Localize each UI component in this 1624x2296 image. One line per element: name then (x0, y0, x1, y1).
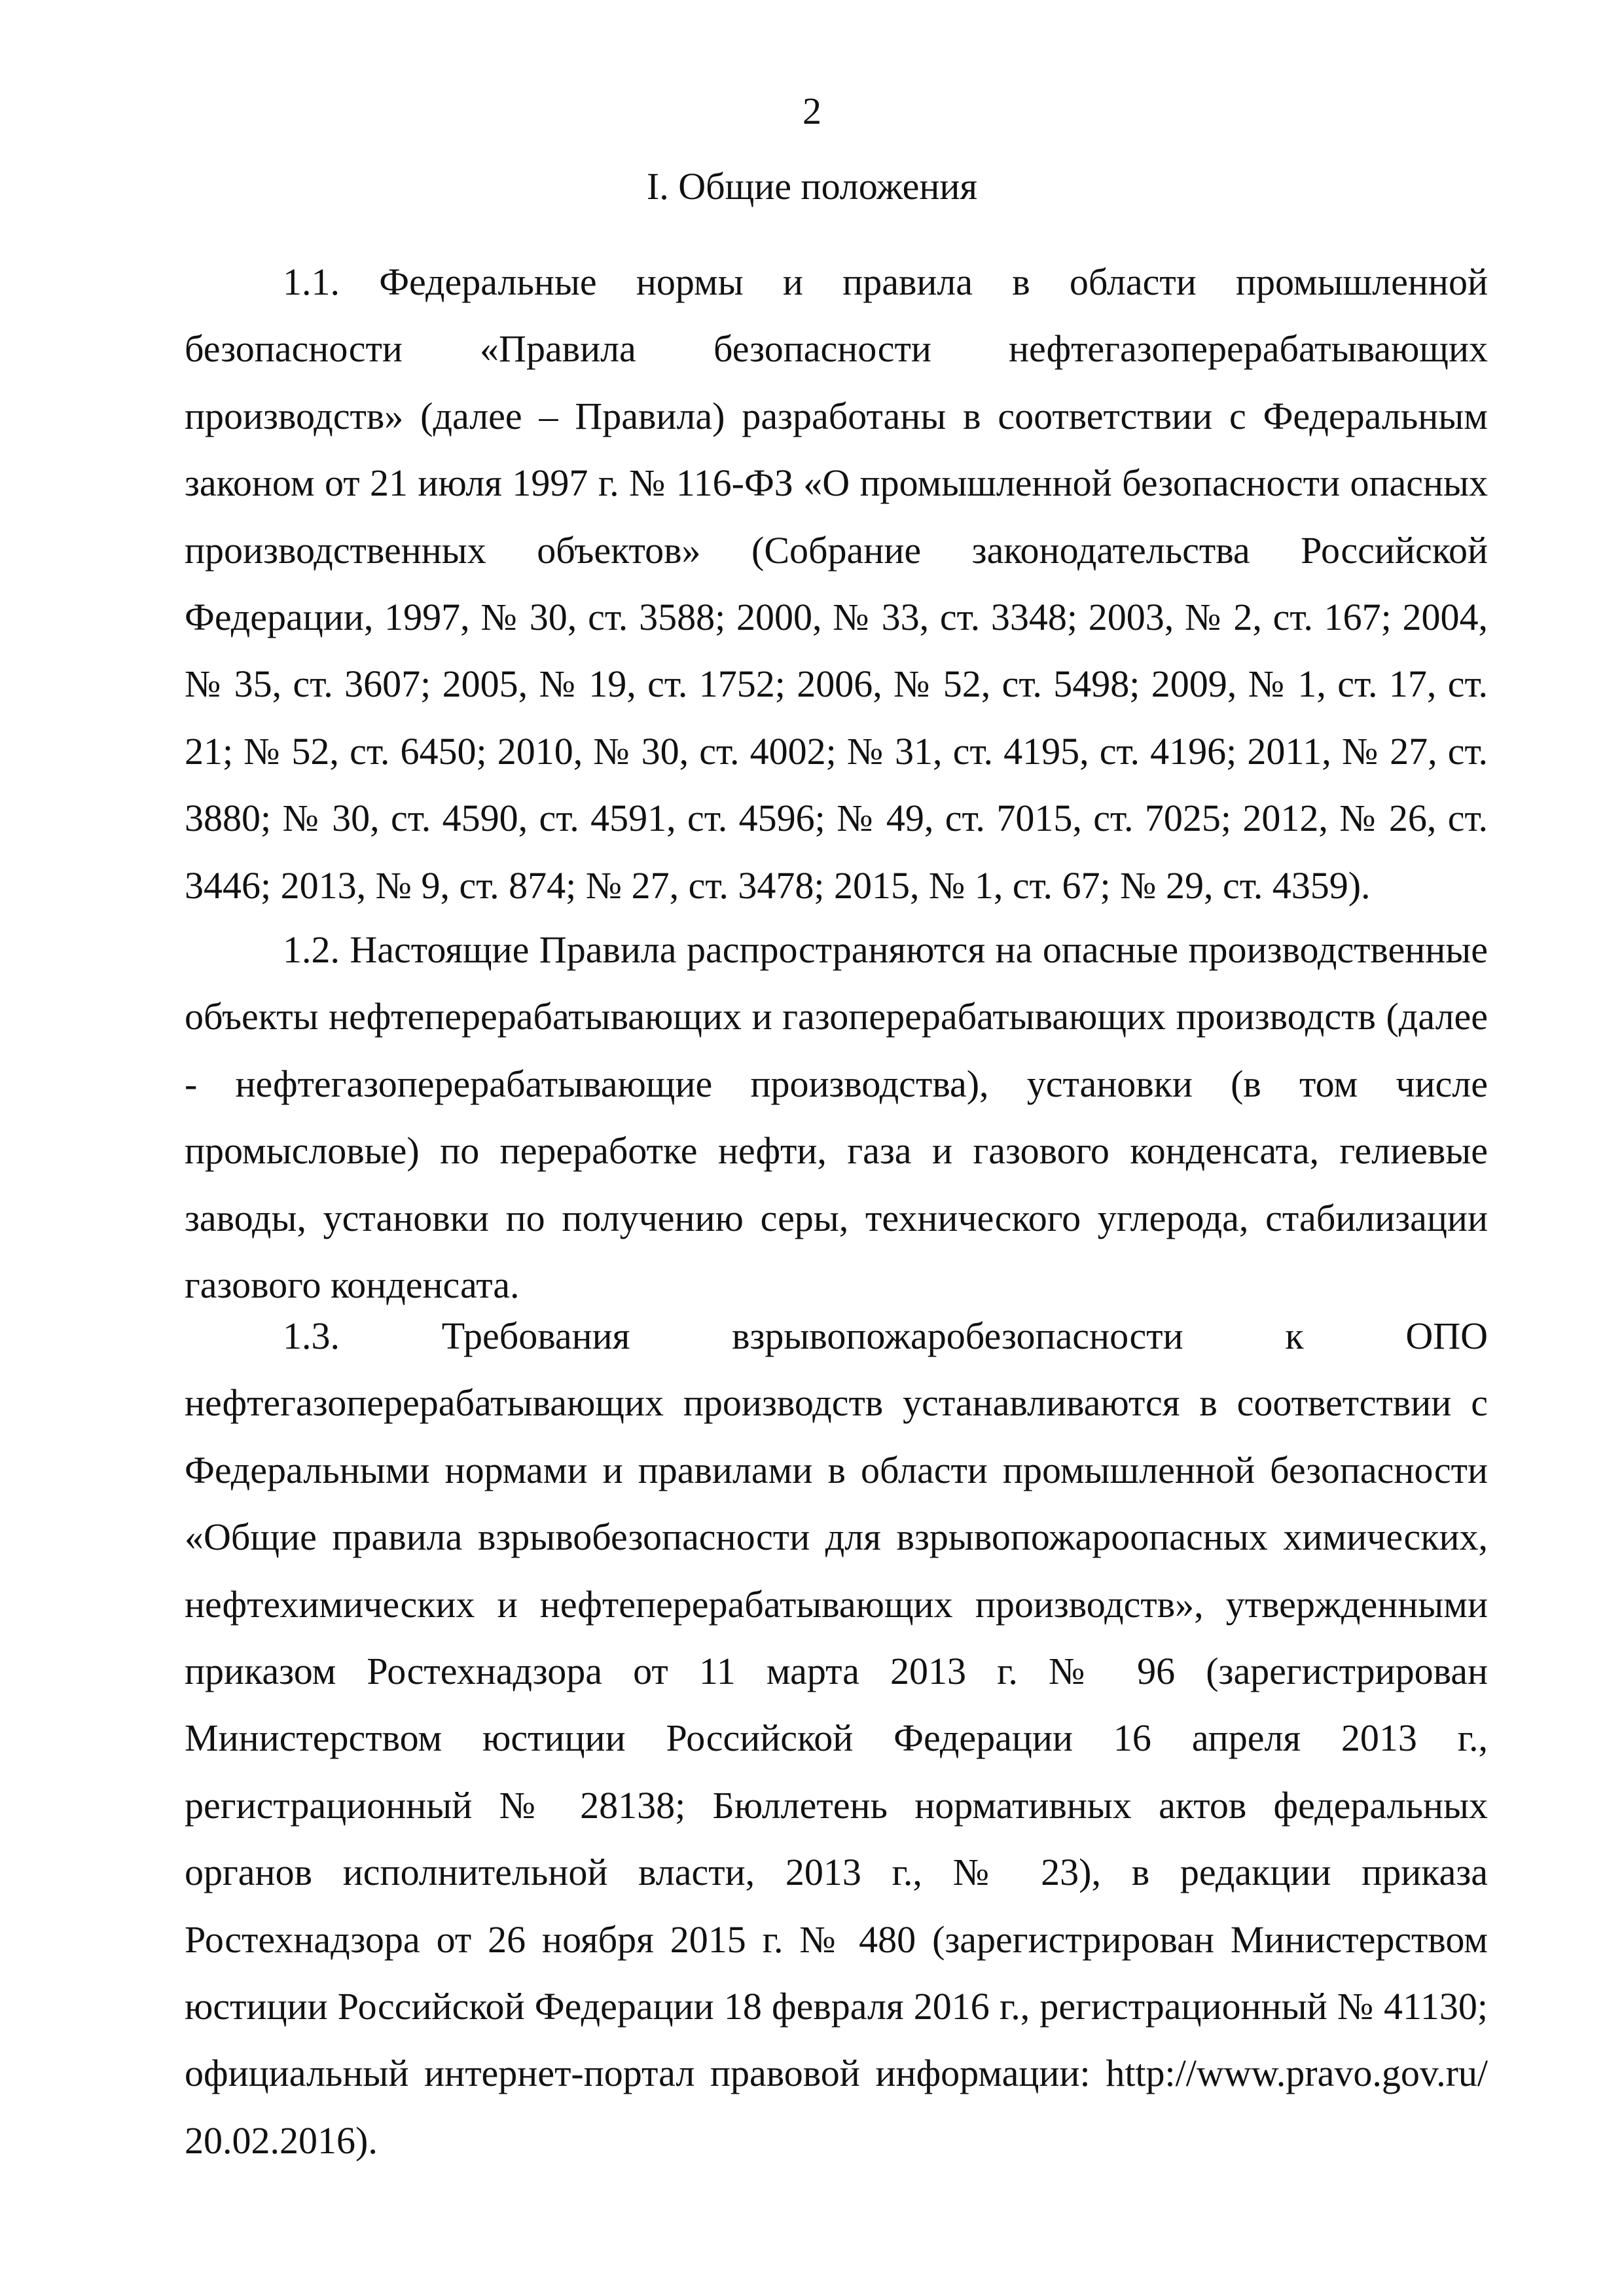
clause-text: Настоящие Правила распространяются на опасные производственные объекты нефтеперерабатывающих и газоперерабатывающих производств (далее - нефтегазоперерабатывающие производства), установки (в том числе промысловые) по переработке нефти, газа и газового конденсата, гелиевые заводы, установки по получению серы, технического углерода, стабилизации газового конденсата. (185, 928, 1489, 1307)
clause-number: 1.1. (283, 261, 340, 303)
clause-number: 1.3. (283, 1315, 340, 1357)
body-text (185, 249, 1488, 919)
body-text-3 (185, 1303, 1488, 2174)
page-number: 2 (803, 90, 821, 132)
clause-1-2 (185, 917, 1488, 1319)
clause-1-3 (185, 1303, 1488, 2174)
clause-text: Требования взрывопожаробезопасности к ОПО нефтегазоперерабатывающих производств устанавливаются в соответствии с Федеральными нормами и правилами в области промышленной безопасности «Общие правила взрывобезопасности для взрывопожароопасных химических, нефтехимических и нефтеперерабатывающих производств», утвержденными приказом Ростехнадзора от 11 марта 2013 г. № 96 (зарегистрирован Министерством юстиции Российской Федерации 16 апреля 2013 г., регистрационный № 28138; Бюллетень нормативных актов федеральных органов исполнительной власти, 2013 г., № 23), в редакции приказа Ростехнадзора от 26 ноября 2015 г. № 480 (зарегистрирован Министерством юстиции Российской Федерации 18 февраля 2016 г., регистрационный № 41130; официальный интернет-портал правовой информации: http://www.pravo.gov.ru/ 20.02.2016). (185, 1315, 1488, 2162)
section-heading: I. Общие положения (646, 165, 978, 208)
clause-number: 1.2. (283, 928, 340, 971)
clause-text: Федеральные нормы и правила в области промышленной безопасности «Правила безопасности нефтегазоперерабатывающих производств» (далее – Правила) разработаны в соответствии с Федеральным законом от 21 июля 1997 г. № 116-ФЗ «О промышленной безопасности опасных производственных объектов» (Собрание законодательства Российской Федерации, 1997, № 30, ст. 3588; 2000, № 33, ст. 3348; 2003, № 2, ст. 167; 2004, № 35, ст. 3607; 2005, № 19, ст. 1752; 2006, № 52, ст. 5498; 2009, № 1, ст. 17, ст. 21; № 52, ст. 6450; 2010, № 30, ст. 4002; № 31, ст. 4195, ст. 4196; 2011, № 27, ст. 3880; № 30, ст. 4590, ст. 4591, ст. 4596; № 49, ст. 7015, ст. 7025; 2012, № 26, ст. 3446; 2013, № 9, ст. 874; № 27, ст. 3478; 2015, № 1, ст. 67; № 29, ст. 4359). (185, 261, 1489, 907)
body-text-2 (185, 917, 1488, 1319)
clause-1-1 (185, 249, 1488, 919)
